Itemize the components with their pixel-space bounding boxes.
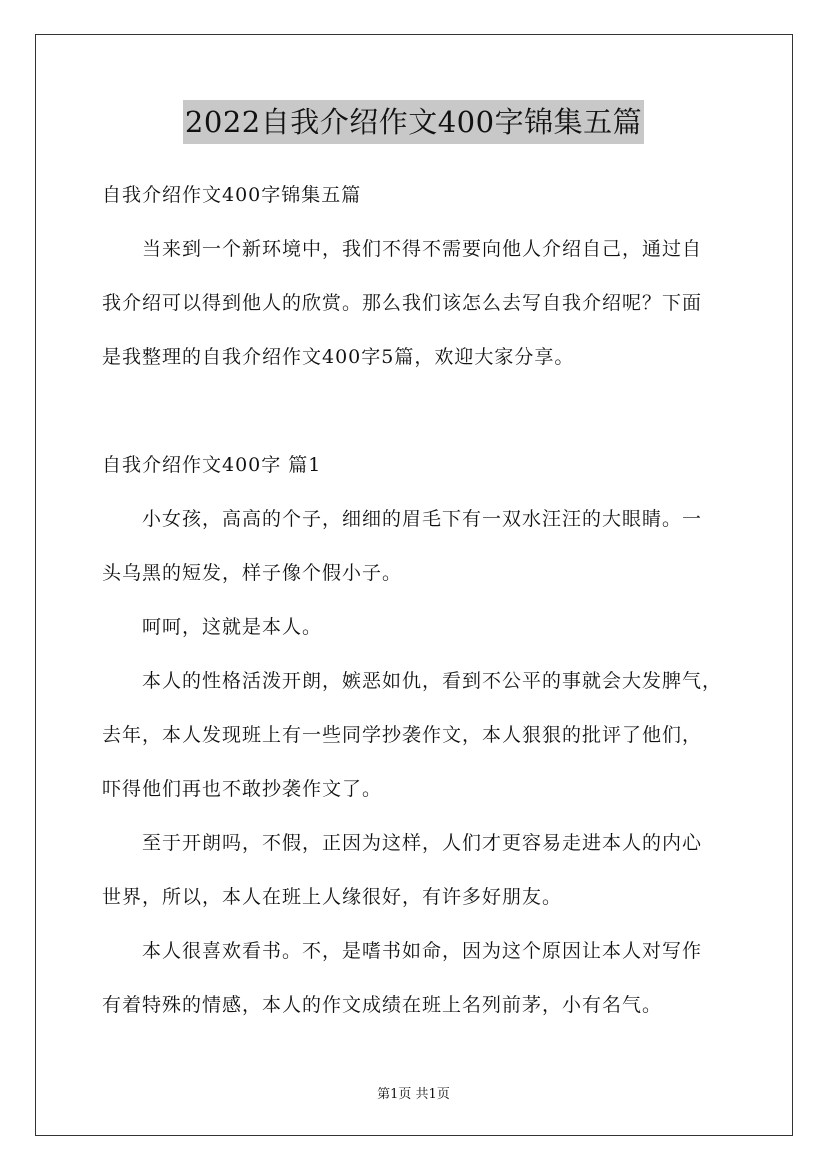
document-title: 2022自我介绍作文400字锦集五篇: [183, 100, 644, 144]
intro-line: 我介绍可以得到他人的欣赏。那么我们该怎么去写自我介绍呢？下面: [102, 292, 703, 314]
paragraph-line: 至于开朗吗，不假，正因为这样，人们才更容易走进本人的内心: [142, 832, 703, 854]
section-heading: 自我介绍作文400字 篇1: [102, 454, 322, 476]
paragraph-line: 有着特殊的情感，本人的作文成绩在班上名列前茅，小有名气。: [102, 994, 663, 1016]
paragraph-line: 呵呵，这就是本人。: [142, 616, 323, 638]
intro-line: 是我整理的自我介绍作文400字5篇，欢迎大家分享。: [102, 346, 575, 368]
document-body: [102, 168, 734, 1032]
paragraph-line: 小女孩，高高的个子，细细的眉毛下有一双水汪汪的大眼睛。一: [142, 508, 703, 530]
paragraph-line: 本人的性格活泼开朗，嫉恶如仇，看到不公平的事就会大发脾气，: [142, 670, 723, 692]
paragraph-line: 去年，本人发现班上有一些同学抄袭作文，本人狠狠的批评了他们，: [102, 724, 703, 746]
page-footer: 第1页 共1页: [377, 1087, 450, 1102]
section-gap: [102, 384, 734, 438]
title-wrap: [0, 100, 827, 144]
paragraph-line: 头乌黑的短发，样子像个假小子。: [102, 562, 403, 584]
intro-line: 当来到一个新环境中，我们不得不需要向他人介绍自己，通过自: [142, 238, 703, 260]
document-subtitle: 自我介绍作文400字锦集五篇: [102, 184, 362, 206]
paragraph-line: 吓得他们再也不敢抄袭作文了。: [102, 778, 383, 800]
paragraph-line: 世界，所以，本人在班上人缘很好，有许多好朋友。: [102, 886, 563, 908]
paragraph-line: 本人很喜欢看书。不，是嗜书如命，因为这个原因让本人对写作: [142, 940, 703, 962]
